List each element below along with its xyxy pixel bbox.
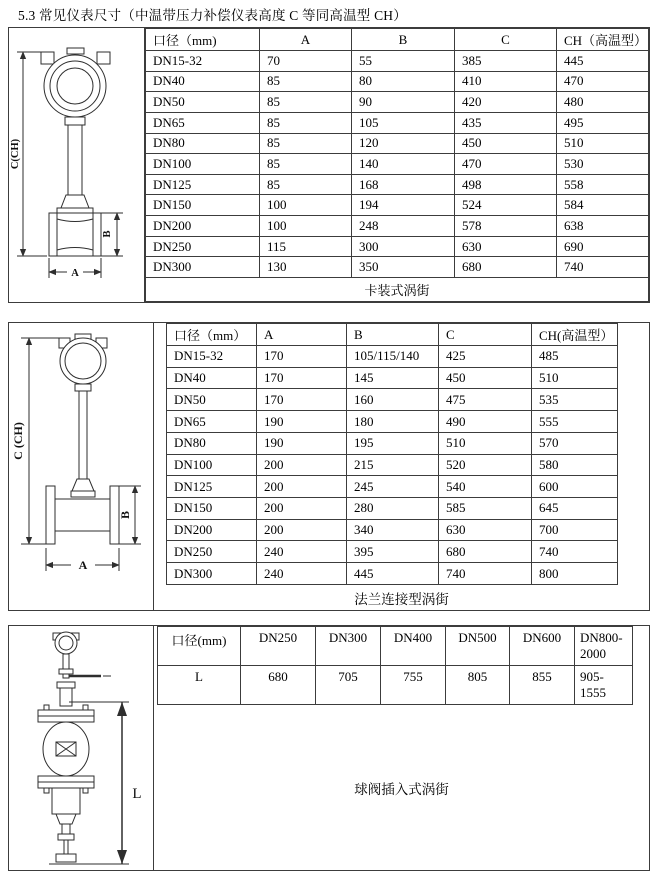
- dim-label-l: L: [132, 786, 142, 802]
- table-cell: 195: [347, 432, 439, 454]
- table-cell: 450: [439, 367, 532, 389]
- table-cell: 475: [439, 389, 532, 411]
- table-cell: 740: [439, 563, 532, 585]
- table-cell: 180: [347, 411, 439, 433]
- table-row: [146, 195, 649, 216]
- table-cell: 580: [532, 454, 618, 476]
- page-title: 5.3 常见仪表尺寸（中温带压力补偿仪表高度 C 等同高温型 CH）: [18, 8, 407, 23]
- table-cell: 905-1555: [575, 666, 633, 705]
- column-header: A: [260, 29, 352, 51]
- table-row: [158, 666, 633, 705]
- table-cell: 680: [455, 257, 557, 278]
- column-header: 口径（mm): [146, 29, 260, 51]
- wafer-flowmeter-drawing: [9, 28, 145, 302]
- table-cell: 170: [257, 346, 347, 368]
- table-row: [167, 519, 618, 541]
- table-cell: DN40: [146, 71, 260, 92]
- dim-label-c: C (CH): [11, 422, 25, 460]
- table-cell: 200: [257, 498, 347, 520]
- table-cell: 100: [260, 195, 352, 216]
- table-cell: 490: [439, 411, 532, 433]
- wafer-flowmeter-svg: [9, 28, 144, 302]
- table-header-row: [167, 324, 618, 346]
- table-cell: 420: [455, 92, 557, 113]
- table-cell: 85: [260, 112, 352, 133]
- table-cell: 200: [257, 454, 347, 476]
- table-cell: DN50: [167, 389, 257, 411]
- table-cell: 215: [347, 454, 439, 476]
- table-cell: 805: [446, 666, 510, 705]
- table-cell: 170: [257, 367, 347, 389]
- flange-flowmeter-svg: [9, 323, 152, 610]
- table-cell: 800: [532, 563, 618, 585]
- table-cell: 485: [532, 346, 618, 368]
- table-cell: DN100: [146, 154, 260, 175]
- table-cell: 470: [455, 154, 557, 175]
- table-cell: DN250: [167, 541, 257, 563]
- table-cell: 105/115/140: [347, 346, 439, 368]
- table-cell: 705: [316, 666, 381, 705]
- table-cell: 540: [439, 476, 532, 498]
- table-cell: DN100: [167, 454, 257, 476]
- table-cell: 535: [532, 389, 618, 411]
- table-cell: 600: [532, 476, 618, 498]
- table-row: [146, 236, 649, 257]
- table-cell: 115: [260, 236, 352, 257]
- dim-label-c: C(CH): [10, 138, 21, 170]
- table-cell: 524: [455, 195, 557, 216]
- table-cell: 100: [260, 216, 352, 237]
- table-cell: DN65: [167, 411, 257, 433]
- table-cell: 740: [532, 541, 618, 563]
- column-header: CH(高温型）: [532, 324, 618, 346]
- table-cell: 680: [439, 541, 532, 563]
- table-footer-label: 法兰连接型涡街: [354, 591, 449, 607]
- table-cell: L: [158, 666, 241, 705]
- table-cell: 510: [532, 367, 618, 389]
- dimension-table-insertion: [157, 626, 633, 705]
- table-cell: 755: [381, 666, 446, 705]
- table-row: [146, 216, 649, 237]
- table-cell: DN125: [167, 476, 257, 498]
- column-header: 口径（mm）: [167, 324, 257, 346]
- dim-label-b: B: [102, 230, 113, 238]
- table-cell: 638: [557, 216, 649, 237]
- table-cell: 480: [557, 92, 649, 113]
- table-cell: DN200: [167, 519, 257, 541]
- insertion-flowmeter-svg: [9, 626, 152, 870]
- table-header-row: [158, 627, 633, 666]
- table-row: [146, 71, 649, 92]
- table-cell: 194: [352, 195, 455, 216]
- table-cell: 530: [557, 154, 649, 175]
- table-cell: 350: [352, 257, 455, 278]
- table-cell: 168: [352, 174, 455, 195]
- table-cell: 140: [352, 154, 455, 175]
- section-insertion-type: [8, 625, 650, 871]
- table-cell: 85: [260, 92, 352, 113]
- table-cell: 855: [510, 666, 575, 705]
- table-footer-label: 球阀插入式涡街: [354, 781, 449, 797]
- column-header: 口径(mm): [158, 627, 241, 666]
- column-header: DN400: [381, 627, 446, 666]
- table-cell: 90: [352, 92, 455, 113]
- table-cell: 85: [260, 71, 352, 92]
- table-cell: 740: [557, 257, 649, 278]
- table-cell: 584: [557, 195, 649, 216]
- table-row: [167, 389, 618, 411]
- table-cell: 200: [257, 519, 347, 541]
- column-header: CH（高温型）: [557, 29, 649, 51]
- table-row: [146, 154, 649, 175]
- table-cell: 470: [557, 71, 649, 92]
- table-row: [167, 411, 618, 433]
- table-header-row: [146, 29, 649, 51]
- table-cell: 105: [352, 112, 455, 133]
- table-cell: 190: [257, 411, 347, 433]
- table-row: [167, 498, 618, 520]
- table-cell: DN300: [146, 257, 260, 278]
- table-row: [167, 432, 618, 454]
- table-cell: DN80: [146, 133, 260, 154]
- clamp-table-area: [145, 28, 649, 302]
- insertion-flowmeter-drawing: [9, 626, 154, 870]
- table-cell: 510: [557, 133, 649, 154]
- table-row: [146, 112, 649, 133]
- table-cell: 425: [439, 346, 532, 368]
- table-cell: 55: [352, 51, 455, 72]
- table-cell: 395: [347, 541, 439, 563]
- table-row: [167, 563, 618, 585]
- flange-flowmeter-drawing: [9, 323, 154, 610]
- table-cell: 85: [260, 154, 352, 175]
- table-row: [167, 367, 618, 389]
- column-header: DN600: [510, 627, 575, 666]
- table-row: [146, 92, 649, 113]
- table-cell: 410: [455, 71, 557, 92]
- column-header: DN500: [446, 627, 510, 666]
- table-cell: 680: [241, 666, 316, 705]
- table-row: [167, 454, 618, 476]
- column-header: DN300: [316, 627, 381, 666]
- table-cell: 280: [347, 498, 439, 520]
- table-cell: 630: [439, 519, 532, 541]
- table-cell: 190: [257, 432, 347, 454]
- table-cell: 340: [347, 519, 439, 541]
- dimension-table-flange: [166, 323, 618, 585]
- table-cell: 510: [439, 432, 532, 454]
- table-cell: 145: [347, 367, 439, 389]
- table-cell: 130: [260, 257, 352, 278]
- table-cell: 520: [439, 454, 532, 476]
- table-cell: 85: [260, 133, 352, 154]
- table-cell: 690: [557, 236, 649, 257]
- table-cell: 555: [532, 411, 618, 433]
- column-header: DN250: [241, 627, 316, 666]
- table-cell: 498: [455, 174, 557, 195]
- dim-label-b: B: [118, 510, 132, 520]
- column-header: B: [352, 29, 455, 51]
- section-clamp-type: [8, 27, 650, 303]
- dim-label-a: A: [71, 268, 79, 279]
- table-cell: 435: [455, 112, 557, 133]
- table-row: [146, 133, 649, 154]
- table-footer-label: 卡装式涡街: [146, 278, 649, 302]
- dim-label-a: A: [78, 558, 88, 572]
- table-cell: DN300: [167, 563, 257, 585]
- table-cell: DN65: [146, 112, 260, 133]
- table-cell: 450: [455, 133, 557, 154]
- table-cell: 300: [352, 236, 455, 257]
- table-cell: 80: [352, 71, 455, 92]
- table-row: [167, 541, 618, 563]
- table-cell: DN125: [146, 174, 260, 195]
- table-cell: 585: [439, 498, 532, 520]
- table-cell: 170: [257, 389, 347, 411]
- table-cell: 645: [532, 498, 618, 520]
- flange-table-area: [154, 323, 649, 610]
- table-cell: DN150: [167, 498, 257, 520]
- column-header: A: [257, 324, 347, 346]
- table-cell: DN15-32: [167, 346, 257, 368]
- column-header: DN800-2000: [575, 627, 633, 666]
- table-row: [146, 174, 649, 195]
- table-cell: 200: [257, 476, 347, 498]
- table-cell: DN40: [167, 367, 257, 389]
- table-cell: 385: [455, 51, 557, 72]
- table-cell: 495: [557, 112, 649, 133]
- insertion-table-area: [154, 626, 649, 870]
- column-header: C: [439, 324, 532, 346]
- table-cell: DN250: [146, 236, 260, 257]
- table-cell: 630: [455, 236, 557, 257]
- table-cell: 240: [257, 563, 347, 585]
- table-cell: 120: [352, 133, 455, 154]
- table-cell: 240: [257, 541, 347, 563]
- table-row: [146, 51, 649, 72]
- table-cell: 570: [532, 432, 618, 454]
- table-row: [167, 346, 618, 368]
- table-cell: 558: [557, 174, 649, 195]
- section-flange-type: [8, 322, 650, 611]
- dimension-table-clamp: [145, 28, 649, 302]
- table-row: [146, 257, 649, 278]
- table-cell: 160: [347, 389, 439, 411]
- table-cell: 248: [352, 216, 455, 237]
- table-cell: DN15-32: [146, 51, 260, 72]
- table-cell: 70: [260, 51, 352, 72]
- table-cell: 445: [347, 563, 439, 585]
- table-row: [167, 476, 618, 498]
- table-cell: 700: [532, 519, 618, 541]
- table-cell: DN80: [167, 432, 257, 454]
- table-cell: 578: [455, 216, 557, 237]
- table-cell: 85: [260, 174, 352, 195]
- column-header: C: [455, 29, 557, 51]
- table-cell: 445: [557, 51, 649, 72]
- column-header: B: [347, 324, 439, 346]
- table-cell: 245: [347, 476, 439, 498]
- table-cell: DN150: [146, 195, 260, 216]
- table-footer-row: [146, 278, 649, 302]
- table-cell: DN200: [146, 216, 260, 237]
- table-cell: DN50: [146, 92, 260, 113]
